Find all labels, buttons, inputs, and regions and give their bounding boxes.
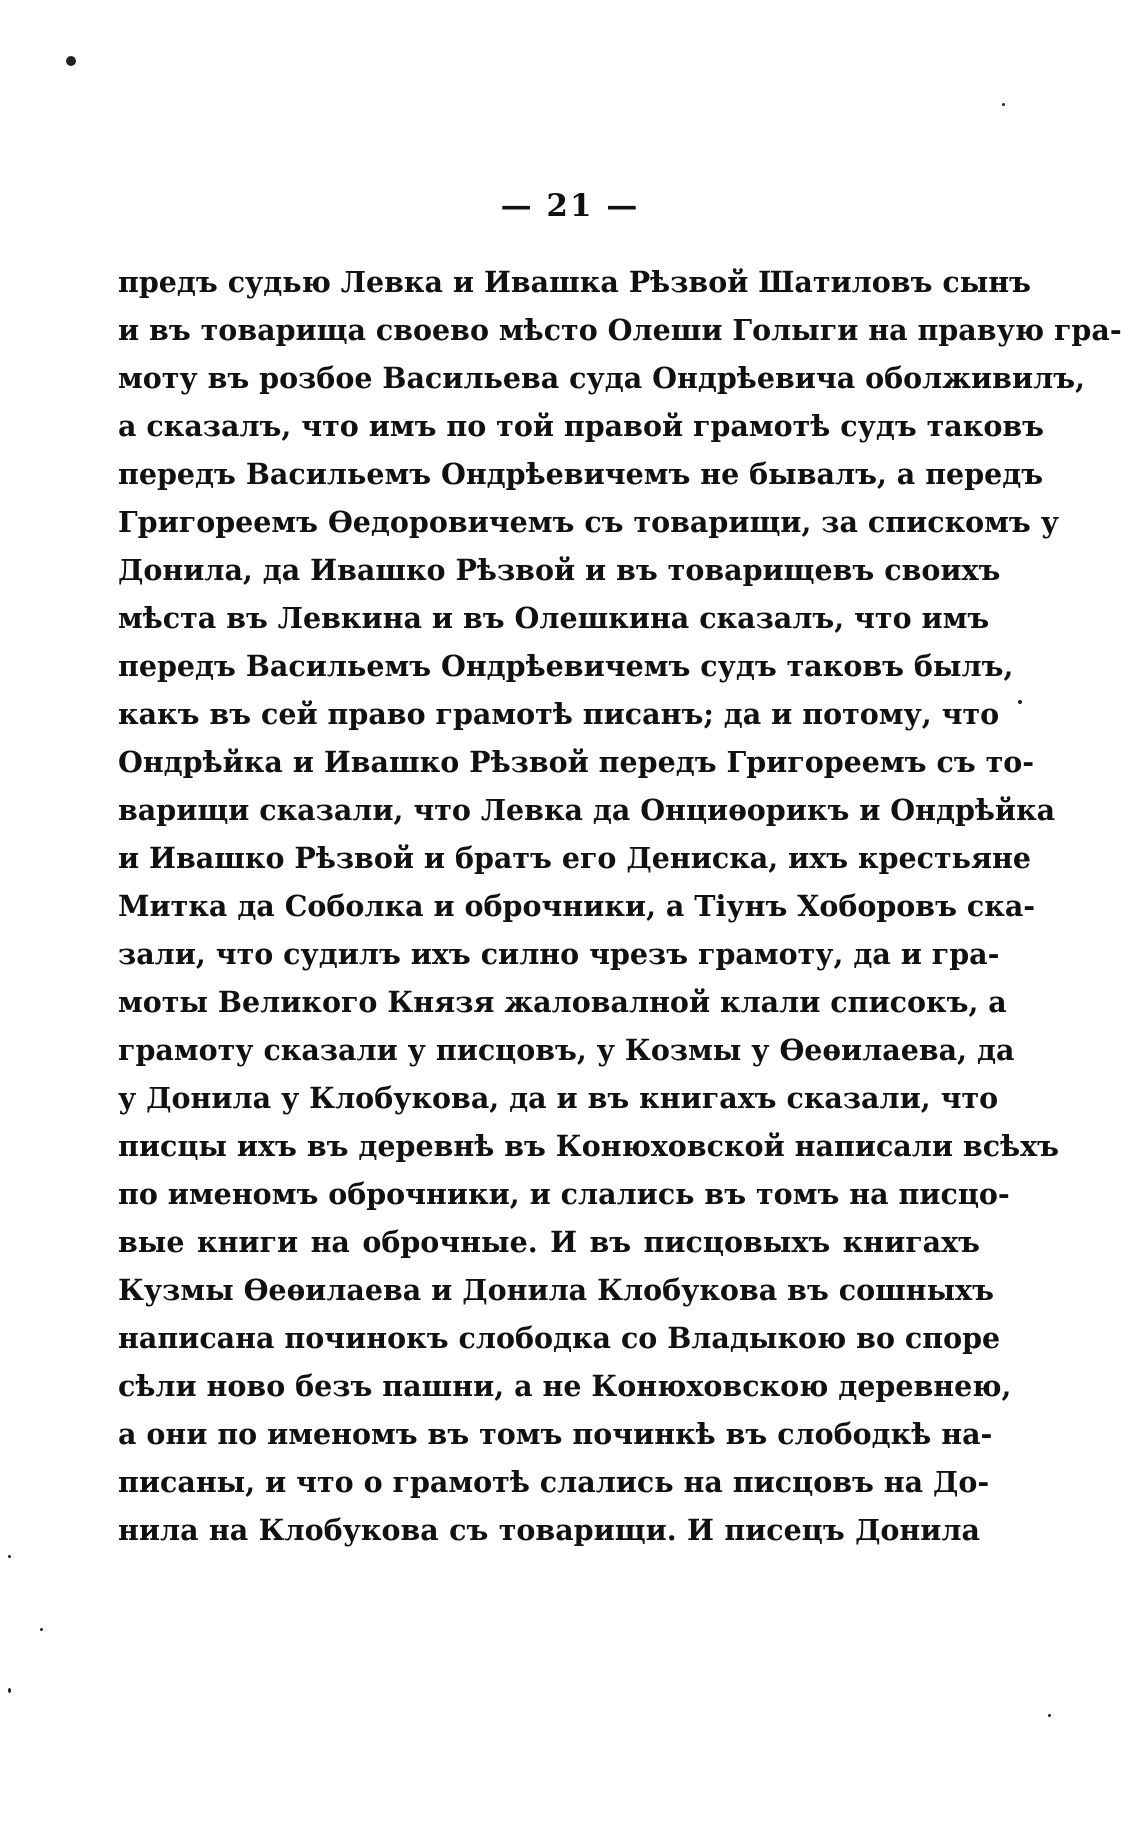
text-line: писцы ихъ въ деревнѣ въ Конюховской написали всѣхъ xyxy=(118,1129,1059,1163)
text-line: нила на Клобукова съ товарищи. И писецъ Донила xyxy=(118,1513,980,1547)
print-speck xyxy=(40,1628,43,1631)
text-line: Митка да Соболка и оброчники, а Тіунъ Хоборовъ ска- xyxy=(118,889,1036,923)
text-line: мѣста въ Левкина и въ Олешкина сказалъ, что имъ xyxy=(118,601,990,635)
text-line: у Донила у Клобукова, да и въ книгахъ сказали, что xyxy=(118,1081,999,1115)
text-line: передъ Васильемъ Ондрѣевичемъ не бывалъ, а передъ xyxy=(118,457,1044,491)
print-speck xyxy=(8,1555,11,1558)
text-line: и Ивашко Рѣзвой и братъ его Дениска, ихъ крестьяне xyxy=(118,841,1032,875)
text-line: варищи сказали, что Левка да Онциѳорикъ и Ондрѣйка xyxy=(118,793,1056,827)
text-line: написана починокъ слободка со Владыкою во споре xyxy=(118,1321,1001,1355)
text-line: Кузмы Ѳеѳилаева и Донила Клобукова въ сошныхъ xyxy=(118,1273,994,1307)
text-line: и въ товарища своево мѣсто Олеши Голыги на правую гра- xyxy=(118,313,1122,347)
text-line: моты Великого Князя жаловалной клали списокъ, а xyxy=(118,985,1007,1019)
text-line: вые книги на оброчные. И въ писцовыхъ книгахъ xyxy=(118,1225,980,1259)
text-line: предъ судью Левка и Ивашка Рѣзвой Шатиловъ сынъ xyxy=(118,265,1032,299)
text-line: моту въ розбое Васильева суда Ондрѣевича оболживилъ, xyxy=(118,361,1085,395)
text-line: зали, что судилъ ихъ силно чрезъ грамоту, да и гра- xyxy=(118,937,1000,971)
text-line: Донила, да Ивашко Рѣзвой и въ товарищевъ своихъ xyxy=(118,553,1001,587)
print-speck xyxy=(8,1688,11,1693)
print-speck xyxy=(1002,103,1005,106)
text-line: какъ въ сей право грамотѣ писанъ; да и потому, что xyxy=(118,697,1000,731)
print-speck xyxy=(66,56,76,66)
body-text xyxy=(118,258,1122,1554)
text-line: а они по именомъ въ томъ починкѣ въ слободкѣ на- xyxy=(118,1417,993,1451)
page-number: — 21 — xyxy=(500,188,640,224)
text-line: Григореемъ Ѳедоровичемъ съ товарищи, за спискомъ у xyxy=(118,505,1059,539)
text-line: а сказалъ, что имъ по той правой грамотѣ судъ таковъ xyxy=(118,409,1045,443)
text-line: по именомъ оброчники, и слались въ томъ на писцо- xyxy=(118,1177,1010,1211)
text-line: сѣли ново безъ пашни, а не Конюховскою деревнею, xyxy=(118,1369,1012,1403)
text-line: писаны, и что о грамотѣ слались на писцовъ на До- xyxy=(118,1465,990,1499)
text-line: передъ Васильемъ Ондрѣевичемъ судъ таковъ былъ, xyxy=(118,649,1014,683)
text-line: грамоту сказали у писцовъ, у Козмы у Ѳеѳилаева, да xyxy=(118,1033,1015,1067)
print-speck xyxy=(1018,700,1022,704)
print-speck xyxy=(1048,1714,1051,1717)
text-line: Ондрѣйка и Ивашко Рѣзвой передъ Григореемъ съ то- xyxy=(118,745,1035,779)
